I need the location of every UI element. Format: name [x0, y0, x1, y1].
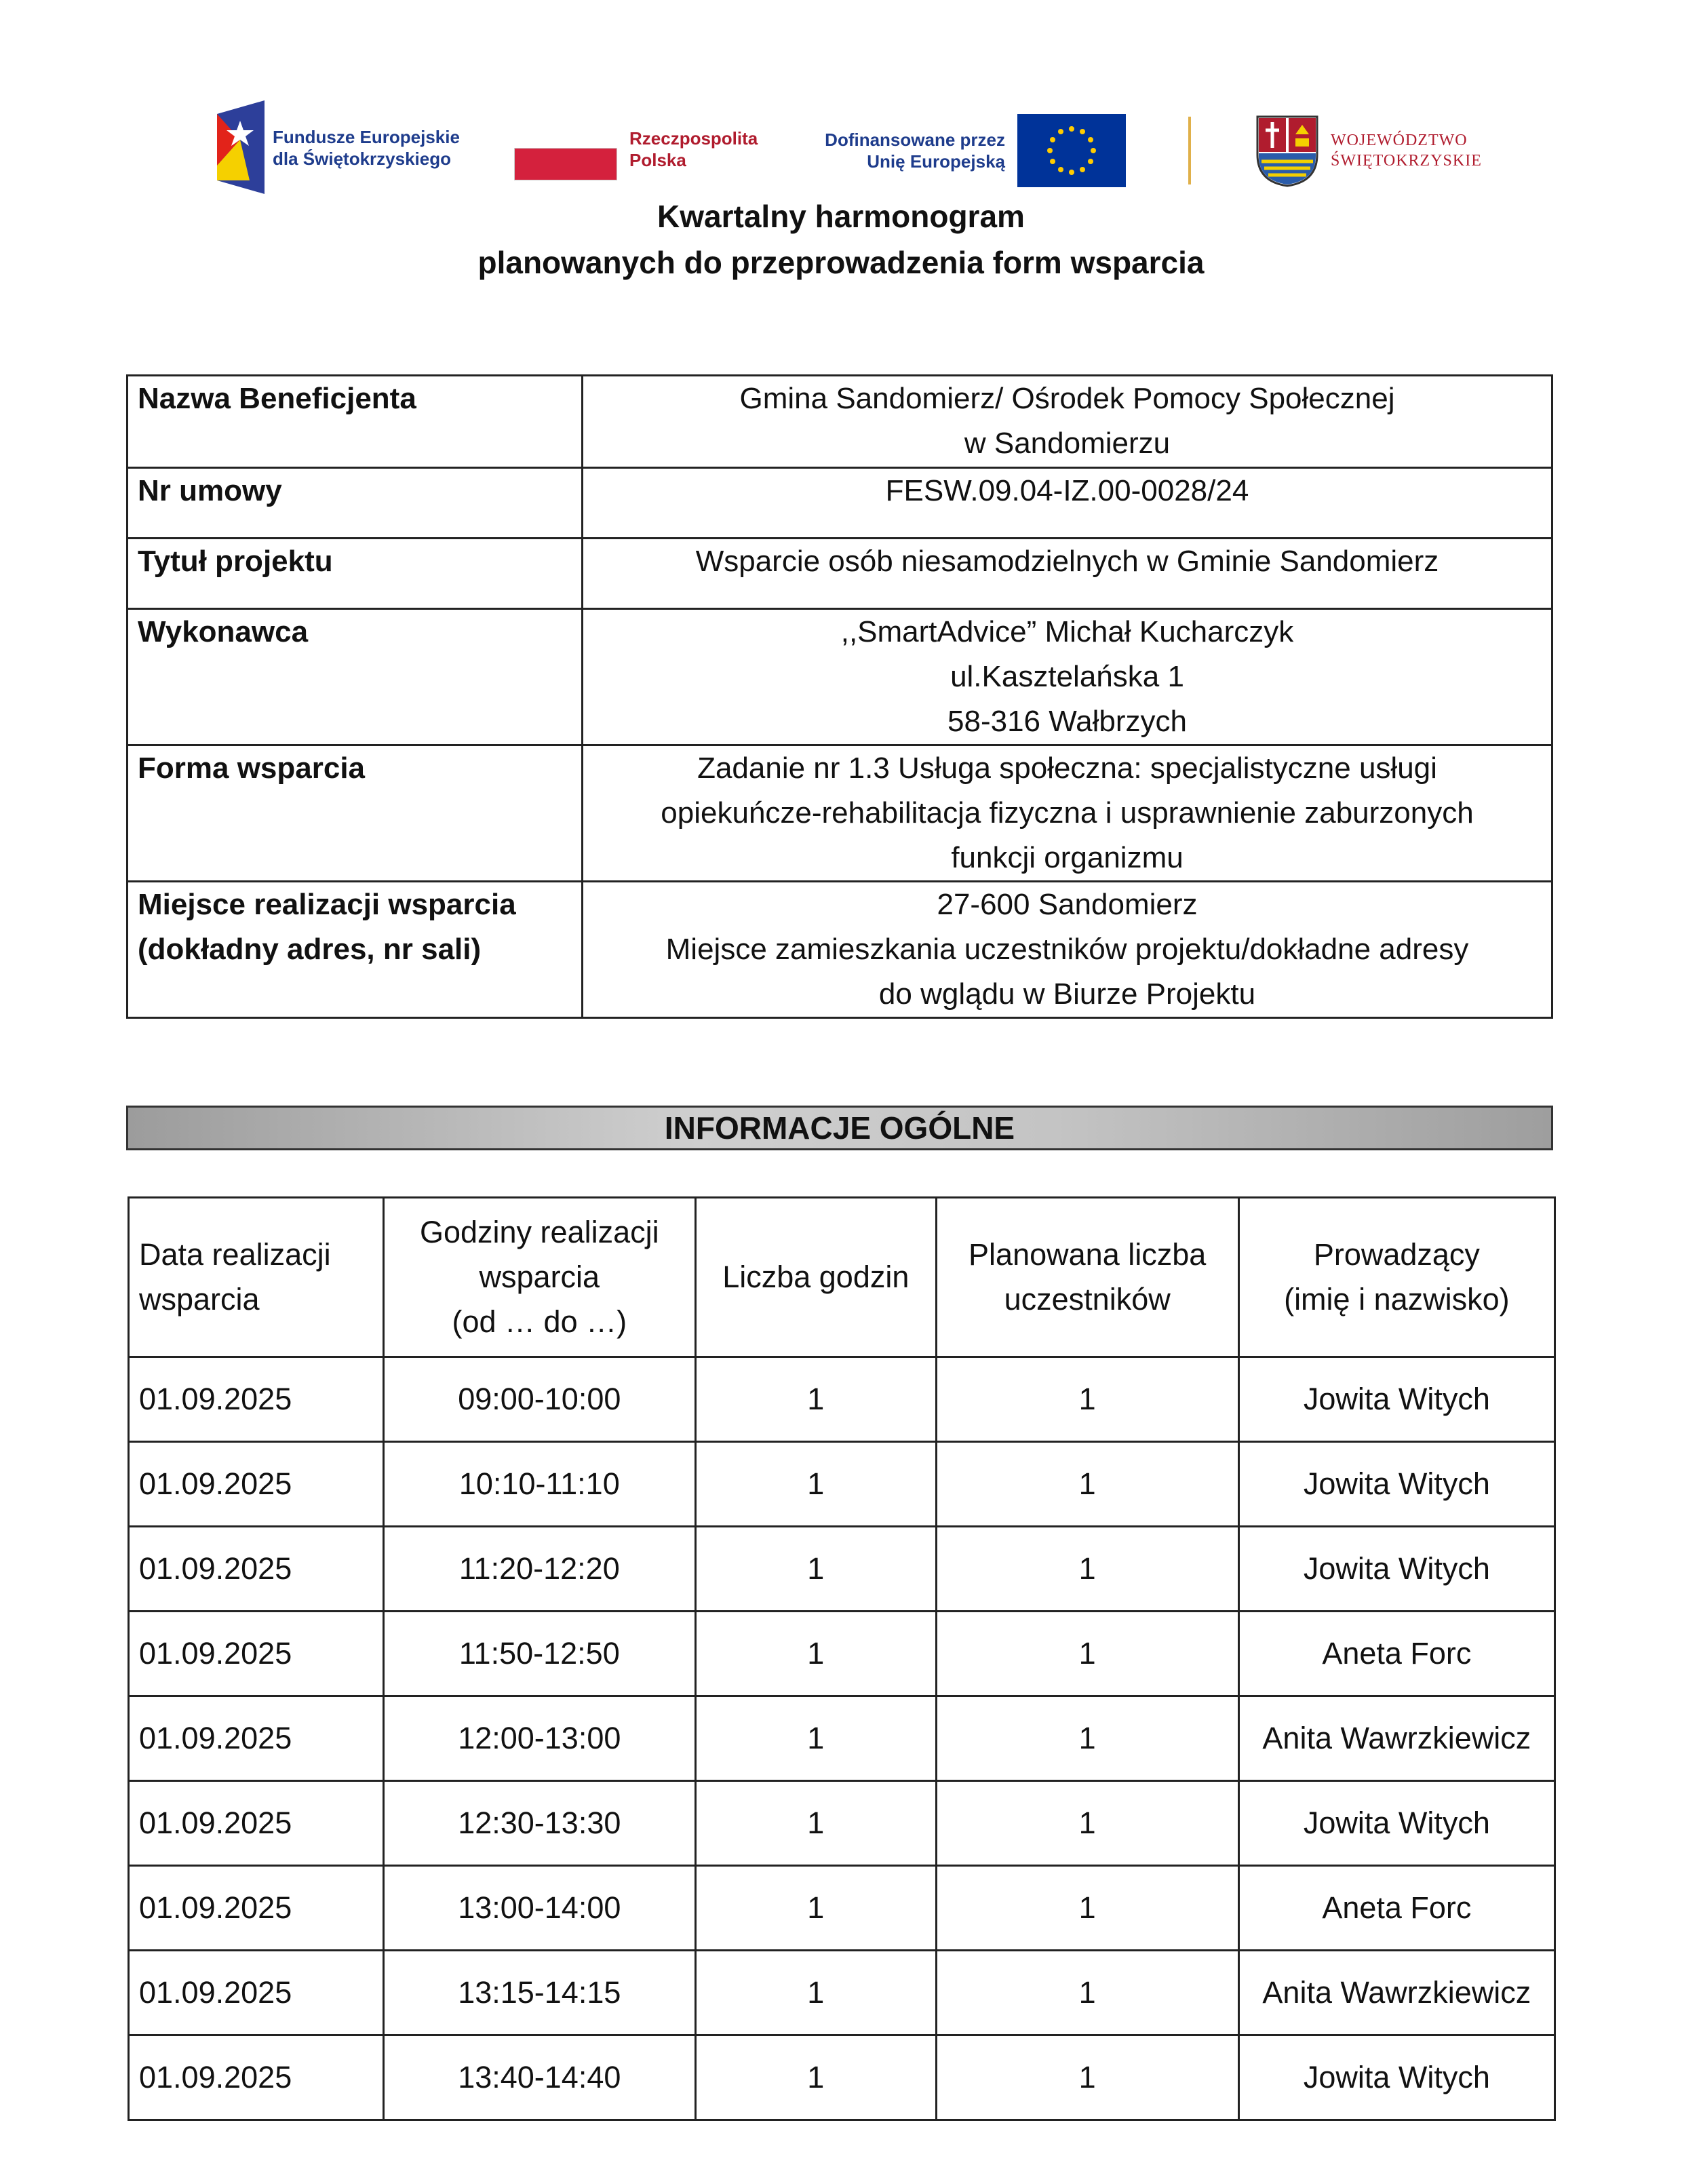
rp-logo-line2: Polska: [629, 150, 686, 170]
info-value-line: 27-600 Sandomierz: [937, 888, 1198, 921]
table-row: [129, 1951, 1555, 2035]
section-header-informacje-ogolne: INFORMACJE OGÓLNE: [126, 1106, 1553, 1150]
info-value-line: funkcji organizmu: [951, 841, 1184, 874]
cell-count: 1: [695, 1527, 936, 1612]
header-liczba-godzin: [695, 1198, 936, 1357]
cell-hours: 11:20-12:20: [383, 1527, 695, 1612]
coat-of-arms-icon: [1255, 114, 1320, 187]
cell-date: 01.09.2025: [129, 1442, 384, 1527]
cell-date: 01.09.2025: [129, 1612, 384, 1696]
cell-count: 1: [695, 1951, 936, 2035]
header-line: (od … do …): [452, 1304, 627, 1339]
ws-logo-line1: WOJEWÓDZTWO: [1331, 132, 1468, 149]
info-value-line: Miejsce zamieszkania uczestników projektu/dokładne adresy: [665, 933, 1469, 966]
cell-leader: Anita Wawrzkiewicz: [1238, 1951, 1554, 2035]
table-row: [129, 1357, 1555, 1442]
cell-count: 1: [695, 1357, 936, 1442]
info-label: [128, 882, 583, 1018]
info-label-line: (dokładny adres, nr sali): [138, 933, 482, 966]
cell-participants: 1: [936, 1696, 1238, 1781]
eu-flag-icon: [1017, 114, 1126, 187]
cell-hours: 13:00-14:00: [383, 1866, 695, 1951]
fe-logo-line1: Fundusze Europejskie: [273, 127, 460, 147]
header-line: Prowadzący: [1313, 1237, 1480, 1272]
header-prowadzacy: [1238, 1198, 1554, 1357]
cell-count: 1: [695, 1442, 936, 1527]
cell-participants: 1: [936, 1866, 1238, 1951]
cell-hours: 10:10-11:10: [383, 1442, 695, 1527]
info-row-beneficjent: [128, 376, 1552, 468]
cell-date: 01.09.2025: [129, 2035, 384, 2120]
info-value-line: opiekuńcze-rehabilitacja fizyczna i usprawnienie zaburzonych: [661, 796, 1474, 830]
header-line: Data realizacji: [139, 1237, 331, 1272]
cell-leader: Aneta Forc: [1238, 1866, 1554, 1951]
header-line: Godziny realizacji: [419, 1215, 659, 1249]
table-row: [129, 2035, 1555, 2120]
cell-hours: 13:40-14:40: [383, 2035, 695, 2120]
cell-participants: 1: [936, 1442, 1238, 1527]
eu-cofinanced-logo: [807, 114, 1126, 189]
header-line: (imię i nazwisko): [1284, 1282, 1510, 1317]
header-line: Liczba godzin: [722, 1260, 910, 1294]
info-value: [583, 376, 1552, 468]
rp-logo-line1: Rzeczpospolita: [629, 128, 758, 149]
cell-date: 01.09.2025: [129, 1357, 384, 1442]
info-value: [583, 745, 1552, 882]
cell-participants: 1: [936, 1951, 1238, 2035]
cell-hours: 12:00-13:00: [383, 1696, 695, 1781]
info-row-miejsce: [128, 882, 1552, 1018]
cell-date: 01.09.2025: [129, 1951, 384, 2035]
info-value-line: Gmina Sandomierz/ Ośrodek Pomocy Społecznej: [739, 382, 1395, 415]
cell-leader: Jowita Witych: [1238, 1781, 1554, 1866]
rp-logo-text: [629, 128, 758, 171]
info-label: Nazwa Beneficjenta: [128, 376, 583, 468]
info-value: Wsparcie osób niesamodzielnych w Gminie Sandomierz: [583, 539, 1552, 609]
info-row-tytul: [128, 539, 1552, 609]
eu-logo-text: [825, 129, 1005, 172]
info-value-line: ,,SmartAdvice” Michał Kucharczyk: [840, 615, 1294, 648]
eu-logo-line2: Unię Europejską: [867, 151, 1005, 172]
header-data: [129, 1198, 384, 1357]
info-label: Forma wsparcia: [128, 745, 583, 882]
info-label: Wykonawca: [128, 609, 583, 745]
schedule-header-row: [129, 1198, 1555, 1357]
info-label-line: Miejsce realizacji wsparcia: [138, 888, 516, 921]
cell-leader: Jowita Witych: [1238, 1442, 1554, 1527]
table-row: [129, 1527, 1555, 1612]
fe-logo-text: [273, 126, 460, 170]
cell-participants: 1: [936, 1612, 1238, 1696]
info-row-umowa: [128, 468, 1552, 539]
info-value: FESW.09.04-IZ.00-0028/24: [583, 468, 1552, 539]
header-uczestnicy: [936, 1198, 1238, 1357]
cell-hours: 11:50-12:50: [383, 1612, 695, 1696]
project-info-table: [126, 374, 1553, 1019]
header-line: wsparcia: [139, 1282, 260, 1317]
cell-participants: 1: [936, 1527, 1238, 1612]
cell-date: 01.09.2025: [129, 1527, 384, 1612]
cell-count: 1: [695, 1866, 936, 1951]
info-value-line: Zadanie nr 1.3 Usługa społeczna: specjalistyczne usługi: [697, 752, 1437, 785]
header-line: Planowana liczba: [969, 1237, 1207, 1272]
table-row: [129, 1612, 1555, 1696]
info-row-wykonawca: [128, 609, 1552, 745]
logo-bar: [0, 0, 1682, 203]
table-row: [129, 1696, 1555, 1781]
cell-date: 01.09.2025: [129, 1781, 384, 1866]
ws-logo-line2: ŚWIĘTOKRZYSKIE: [1331, 152, 1482, 170]
cell-hours: 13:15-14:15: [383, 1951, 695, 2035]
schedule-table: [128, 1196, 1556, 2121]
cell-participants: 1: [936, 1357, 1238, 1442]
table-row: [129, 1781, 1555, 1866]
header-line: wsparcia: [479, 1260, 600, 1294]
cell-hours: 09:00-10:00: [383, 1357, 695, 1442]
cell-count: 1: [695, 1696, 936, 1781]
info-value-line: do wglądu w Biurze Projektu: [878, 977, 1256, 1011]
info-value: [583, 882, 1552, 1018]
info-value-line: ul.Kasztelańska 1: [950, 660, 1184, 693]
cell-leader: Jowita Witych: [1238, 1357, 1554, 1442]
cell-leader: Jowita Witych: [1238, 1527, 1554, 1612]
info-row-forma: [128, 745, 1552, 882]
logo-separator: [1188, 117, 1191, 184]
polish-flag-icon: [514, 148, 617, 180]
ws-logo-text: [1331, 130, 1482, 171]
info-value: [583, 609, 1552, 745]
cell-leader: Anita Wawrzkiewicz: [1238, 1696, 1554, 1781]
wojewodztwo-swietokrzyskie-logo: [1255, 114, 1482, 189]
table-row: [129, 1866, 1555, 1951]
cell-count: 1: [695, 1612, 936, 1696]
info-label: Nr umowy: [128, 468, 583, 539]
cell-count: 1: [695, 1781, 936, 1866]
rzeczpospolita-polska-logo: [514, 128, 758, 189]
fundusze-europejskie-logo: [210, 100, 482, 195]
cell-leader: Jowita Witych: [1238, 2035, 1554, 2120]
info-label: Tytuł projektu: [128, 539, 583, 609]
table-row: [129, 1442, 1555, 1527]
header-godziny: [383, 1198, 695, 1357]
document-title: Kwartalny harmonogram: [657, 199, 1025, 234]
info-value-line: 58-316 Wałbrzych: [947, 705, 1187, 738]
fe-star-mark-icon: [210, 100, 265, 194]
document-subtitle: planowanych do przeprowadzenia form wsparcia: [477, 245, 1205, 280]
header-line: uczestników: [1004, 1282, 1171, 1317]
cell-count: 1: [695, 2035, 936, 2120]
info-value-line: w Sandomierzu: [964, 427, 1171, 460]
cell-participants: 1: [936, 1781, 1238, 1866]
fe-logo-line2: dla Świętokrzyskiego: [273, 149, 451, 169]
eu-logo-line1: Dofinansowane przez: [825, 130, 1005, 150]
cell-participants: 1: [936, 2035, 1238, 2120]
cell-date: 01.09.2025: [129, 1866, 384, 1951]
cell-hours: 12:30-13:30: [383, 1781, 695, 1866]
cell-date: 01.09.2025: [129, 1696, 384, 1781]
cell-leader: Aneta Forc: [1238, 1612, 1554, 1696]
